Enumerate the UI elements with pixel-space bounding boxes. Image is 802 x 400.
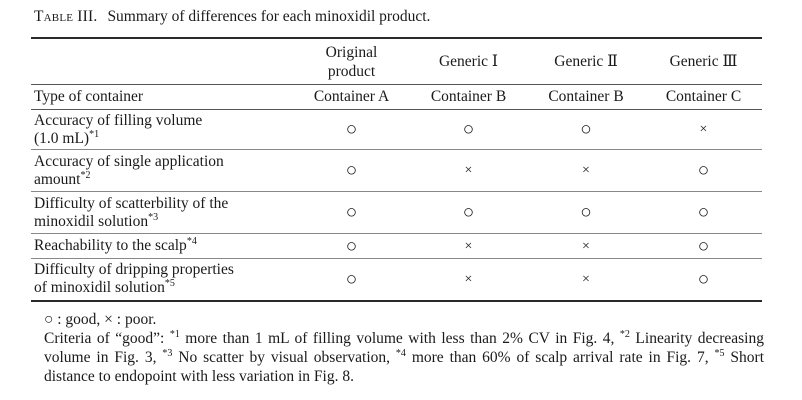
cell-generic-3 — [645, 259, 762, 301]
poor-mark: × — [699, 122, 708, 137]
cell-original — [293, 259, 410, 301]
header-row-products — [31, 38, 762, 85]
cell-generic-1 — [410, 192, 527, 234]
good-mark: ○ — [345, 160, 358, 181]
cell-generic-2 — [527, 234, 645, 259]
row-label: Accuracy of single application amount$^{*2}$ — [31, 150, 293, 192]
table-title: Summary of differences for each minoxidil product. — [107, 8, 431, 25]
cell-generic-1 — [410, 259, 527, 301]
cell-generic-2 — [527, 259, 645, 301]
table-label: Table III. — [34, 8, 98, 25]
criteria-note: Criteria of “good”: $^{*1}$ more than 1 mL of filling volume with less than 2% CV in Fig. 4, $^{*2}$ Linearity decreasing volume in Fig. 3, $^{*3}$ No scatter by visual observation, $^{*4}$ more than 60% of scalp arrival rate in Fig. 7, $^{*5}$ Short distance to endopoint with less variation in Fig. 8. — [44, 328, 764, 385]
cell-original — [293, 150, 410, 192]
cell-original — [293, 234, 410, 259]
good-mark: ○ — [580, 119, 592, 140]
good-mark: ○ — [462, 119, 475, 140]
cell-generic-3 — [645, 234, 762, 259]
container-generic-1: Container B — [410, 85, 527, 110]
symbol-legend: ○ : good, × : poor. — [44, 311, 157, 328]
container-generic-3: Container C — [645, 85, 762, 110]
header-type-of-container: Type of container — [31, 85, 293, 110]
header-generic-2: Generic Ⅱ — [527, 38, 645, 85]
table-footnotes — [44, 310, 764, 386]
good-mark: ○ — [345, 268, 358, 290]
good-mark: ○ — [345, 202, 358, 223]
table-caption — [34, 8, 430, 26]
row-label: Accuracy of filling volume (1.0 mL)$^{*1}$ — [31, 110, 293, 150]
good-mark: ○ — [580, 202, 592, 223]
table-row — [31, 110, 762, 150]
good-mark: ○ — [345, 235, 358, 257]
poor-mark: × — [582, 163, 590, 178]
poor-mark: × — [582, 238, 590, 254]
poor-mark: × — [464, 238, 473, 254]
cell-generic-1 — [410, 234, 527, 259]
cell-generic-1 — [410, 110, 527, 150]
cell-generic-1 — [410, 150, 527, 192]
table-row — [31, 234, 762, 259]
cell-generic-2 — [527, 150, 645, 192]
row-label: Difficulty of scatterbility of the minoxidil solution$^{*3}$ — [31, 192, 293, 234]
cell-generic-2 — [527, 192, 645, 234]
row-label: Difficulty of dripping properties of minoxidil solution$^{*5}$ — [31, 259, 293, 301]
good-mark: ○ — [697, 235, 710, 257]
header-blank — [31, 38, 293, 85]
cell-generic-3 — [645, 150, 762, 192]
cell-original — [293, 110, 410, 150]
cell-generic-2 — [527, 110, 645, 150]
row-label: Reachability to the scalp$^{*4}$ — [31, 234, 293, 259]
table-row — [31, 192, 762, 234]
good-mark: ○ — [697, 268, 710, 290]
good-mark: ○ — [697, 202, 710, 223]
table-row — [31, 150, 762, 192]
table-row — [31, 259, 762, 301]
cell-original — [293, 192, 410, 234]
header-original-product: Original product — [293, 38, 410, 85]
container-original: Container A — [293, 85, 410, 110]
header-generic-1: Generic Ⅰ — [410, 38, 527, 85]
poor-mark: × — [464, 271, 473, 287]
cell-generic-3 — [645, 110, 762, 150]
summary-table — [31, 37, 762, 302]
header-generic-3: Generic Ⅲ — [645, 38, 762, 85]
good-mark: ○ — [697, 160, 710, 181]
good-mark: ○ — [462, 202, 475, 223]
poor-mark: × — [582, 271, 590, 287]
cell-generic-3 — [645, 192, 762, 234]
poor-mark: × — [464, 163, 473, 178]
good-mark: ○ — [345, 119, 358, 140]
header-row-containers — [31, 85, 762, 110]
container-generic-2: Container B — [527, 85, 645, 110]
